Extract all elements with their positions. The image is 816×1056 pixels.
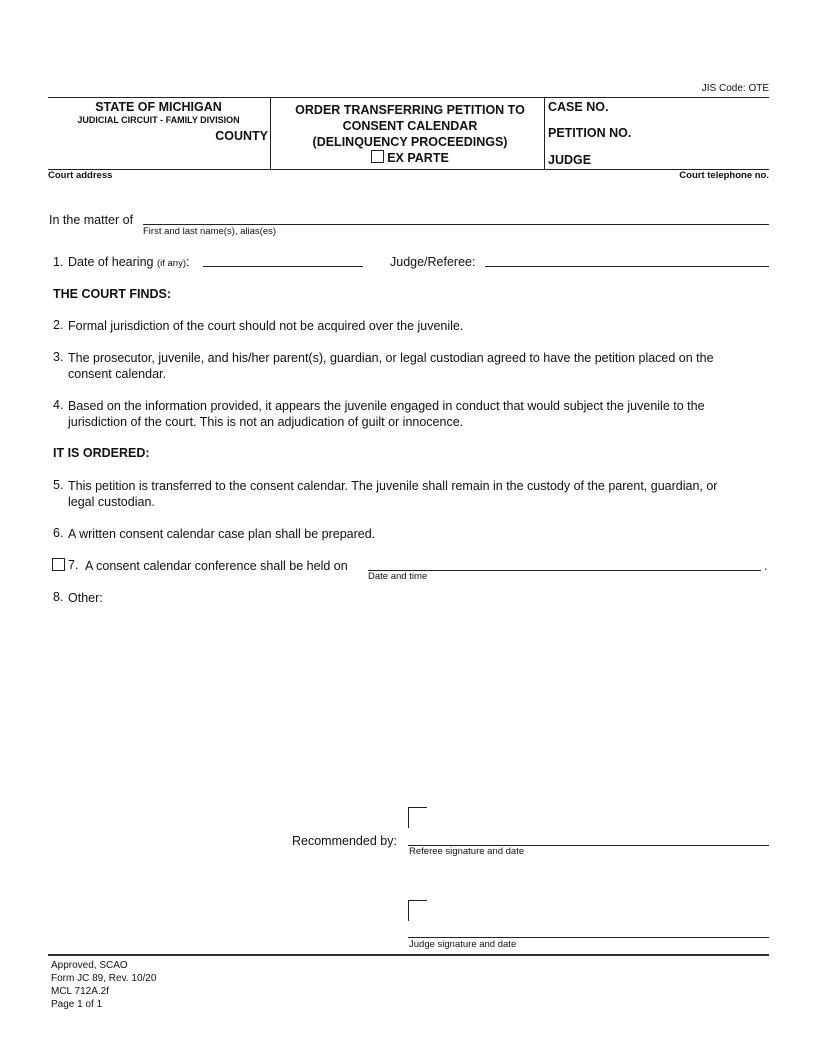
judge-signature-caption: Judge signature and date xyxy=(409,939,517,950)
page-number: Page 1 of 1 xyxy=(51,999,103,1010)
conference-date-caption: Date and time xyxy=(368,571,428,582)
item-3-line-2: consent calendar. xyxy=(68,367,166,381)
petition-no-field[interactable]: PETITION NO. xyxy=(548,126,632,140)
item-4-number: 4. xyxy=(53,398,64,412)
item-3-line-1: The prosecutor, juvenile, and his/her parent(s), guardian, or legal custodian agreed to have the petition placed on the xyxy=(68,351,714,365)
item-8-number: 8. xyxy=(53,590,64,604)
referee-signature-corner xyxy=(408,807,427,828)
hearing-date-text: Date of hearing xyxy=(68,255,154,269)
approved-text: Approved, SCAO xyxy=(51,960,128,971)
item-4-line-1: Based on the information provided, it appears the juvenile engaged in conduct that would subject the juvenile to the xyxy=(68,399,705,413)
item-7-text: A consent calendar conference shall be held on xyxy=(85,559,348,573)
jis-code: JIS Code: OTE xyxy=(701,83,769,94)
item-8-text: Other: xyxy=(68,591,103,605)
form-title xyxy=(276,102,544,166)
referee-signature-caption: Referee signature and date xyxy=(409,846,525,857)
hearing-date-qualifier: (if any) xyxy=(156,258,187,269)
form-number: Form JC 89, Rev. 10/20 xyxy=(51,973,157,984)
item-4-text xyxy=(68,398,705,430)
title-line-1: ORDER TRANSFERRING PETITION TO xyxy=(295,103,525,117)
judge-signature-corner xyxy=(408,900,427,921)
hearing-date-label xyxy=(68,254,190,272)
item-7-number: 7. xyxy=(68,558,79,572)
matter-caption: First and last name(s), alias(es) xyxy=(143,226,277,237)
judge-referee-input[interactable] xyxy=(485,266,769,267)
hearing-date-input[interactable] xyxy=(203,266,363,267)
item-4-line-2: jurisdiction of the court. This is not an adjudication of guilt or innocence. xyxy=(68,415,464,429)
hearing-date-colon: : xyxy=(186,255,190,269)
item-7-checkbox[interactable] xyxy=(52,558,65,571)
court-telephone-label: Court telephone no. xyxy=(679,170,769,181)
case-no-field[interactable]: CASE NO. xyxy=(548,100,609,114)
recommended-by-label: Recommended by: xyxy=(292,834,397,848)
circuit-name: JUDICIAL CIRCUIT - FAMILY DIVISION xyxy=(77,115,240,125)
court-finds-heading: THE COURT FINDS: xyxy=(53,287,172,301)
judge-field[interactable]: JUDGE xyxy=(548,153,592,167)
mcl-reference: MCL 712A.2f xyxy=(51,986,109,997)
header-divider-right xyxy=(544,98,545,169)
county-label: COUNTY xyxy=(215,129,268,143)
item-6-number: 6. xyxy=(53,526,64,540)
item-2-text: Formal jurisdiction of the court should not be acquired over the juvenile. xyxy=(68,319,464,333)
state-name: STATE OF MICHIGAN xyxy=(95,100,222,114)
ex-parte-option[interactable] xyxy=(276,150,544,166)
judge-signature-input[interactable] xyxy=(408,937,769,938)
footer-block xyxy=(51,959,156,1011)
title-line-3: (DELINQUENCY PROCEEDINGS) xyxy=(312,135,508,149)
item-1-number: 1. xyxy=(53,255,64,269)
item-5-number: 5. xyxy=(53,478,64,492)
item-3-number: 3. xyxy=(53,350,64,364)
it-is-ordered-heading: IT IS ORDERED: xyxy=(53,446,150,460)
item-7-period: . xyxy=(764,559,768,573)
item-2-number: 2. xyxy=(53,318,64,332)
matter-label: In the matter of xyxy=(49,213,134,227)
header-divider-left xyxy=(270,98,271,169)
matter-name-input[interactable] xyxy=(143,224,769,225)
court-address-label: Court address xyxy=(48,170,113,181)
item-5-line-2: legal custodian. xyxy=(68,495,155,509)
item-6-text: A written consent calendar case plan shall be prepared. xyxy=(68,527,376,541)
ex-parte-label: EX PARTE xyxy=(387,151,449,165)
footer-rule xyxy=(48,954,769,956)
item-5-line-1: This petition is transferred to the consent calendar. The juvenile shall remain in the custody of the parent, guardian, or xyxy=(68,479,718,493)
judge-referee-label: Judge/Referee: xyxy=(390,255,476,269)
ex-parte-checkbox[interactable] xyxy=(371,150,384,163)
title-line-2: CONSENT CALENDAR xyxy=(342,119,478,133)
item-5-text xyxy=(68,478,717,510)
item-3-text xyxy=(68,350,714,382)
